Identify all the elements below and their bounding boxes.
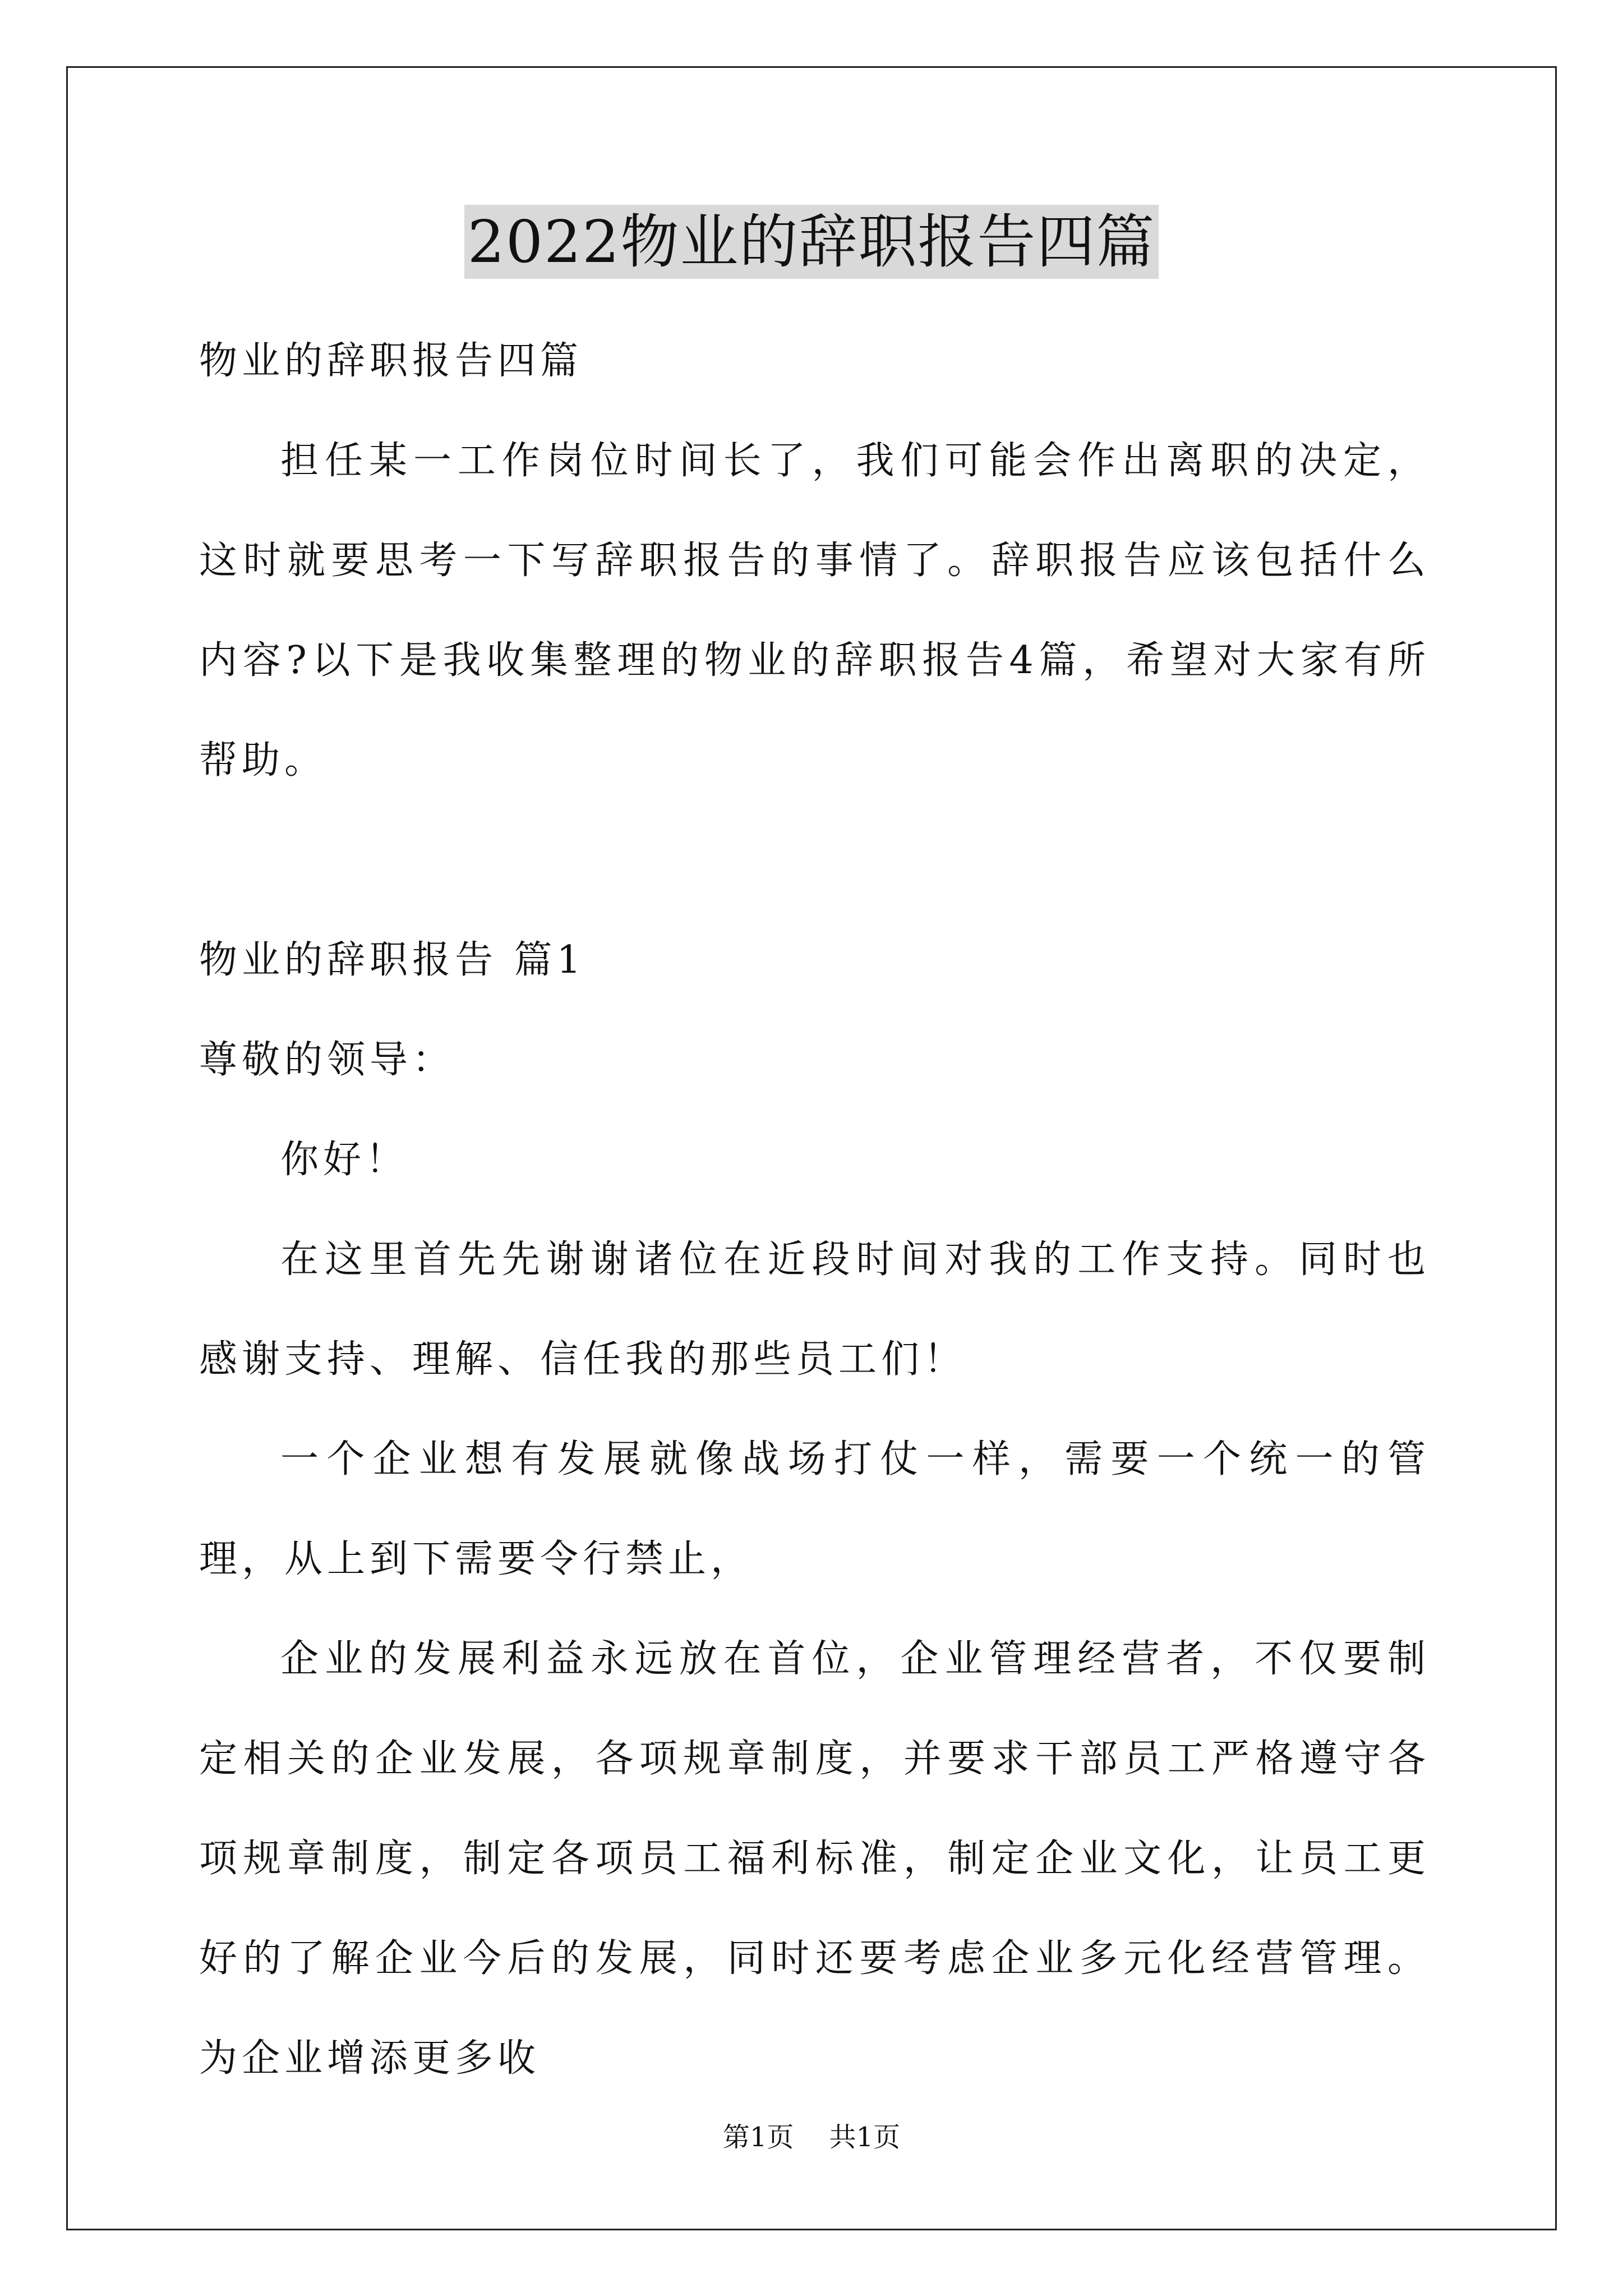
body-paragraph: 在这里首先先谢谢诸位在近段时间对我的工作支持。同时也感谢支持、理解、信任我的那些员工们！: [199, 1237, 1430, 1382]
document-body: [199, 311, 1430, 2109]
greeting: 你好！: [280, 1138, 409, 1182]
page-footer: [0, 2120, 1623, 2154]
subtitle-paragraph: 物业的辞职报告四篇: [199, 339, 583, 383]
page-number: 第1页: [722, 2122, 794, 2153]
intro-paragraph: 担任某一工作岗位时间长了，我们可能会作出离职的决定，这时就要思考一下写辞职报告的事情了。辞职报告应该包括什么内容?以下是我收集整理的物业的辞职报告4篇，希望对大家有所帮助。: [199, 439, 1430, 783]
document-title: 2022物业的辞职报告四篇: [464, 205, 1159, 279]
salutation: 尊敬的领导：: [199, 1038, 455, 1082]
page-total: 共1页: [829, 2122, 901, 2153]
body-paragraph: 一个企业想有发展就像战场打仗一样，需要一个统一的管理，从上到下需要令行禁止，: [199, 1437, 1430, 1581]
body-paragraph: 企业的发展利益永远放在首位，企业管理经营者，不仅要制定相关的企业发展，各项规章制度，并要求干部员工严格遵守各项规章制度，制定各项员工福利标准，制定企业文化，让员工更好的了解企业今后的发展，同时还要考虑企业多元化经营管理。为企业增添更多收: [199, 1637, 1430, 2081]
title-container: [0, 205, 1623, 279]
section-heading: 物业的辞职报告 篇1: [199, 938, 585, 982]
